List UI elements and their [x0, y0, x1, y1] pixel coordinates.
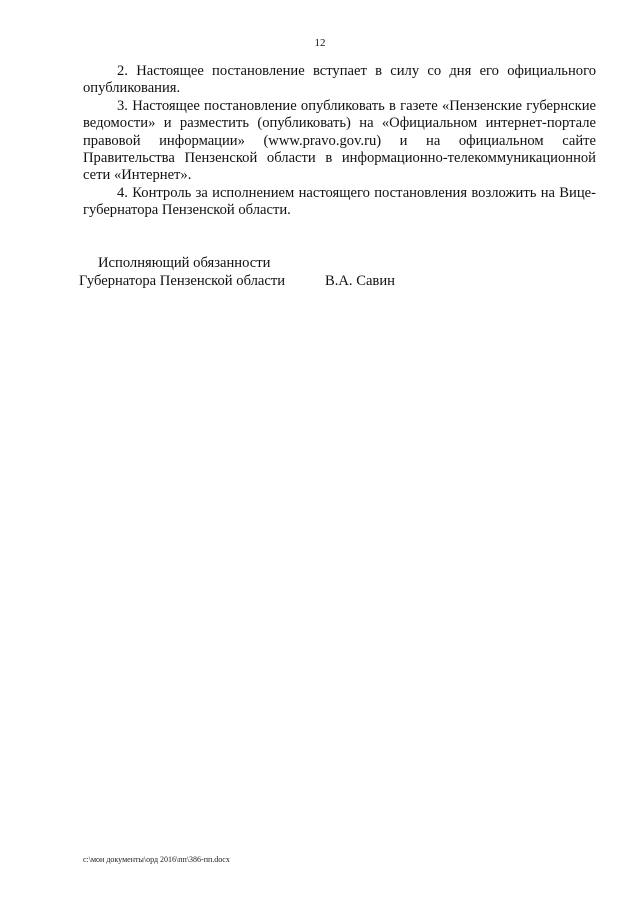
paragraph-2: 2. Настоящее постановление вступает в силу со дня его официального опубликования. — [83, 63, 596, 97]
signature-block — [79, 254, 395, 290]
paragraph-3: 3. Настоящее постановление опубликовать в газете «Пензенские губернские ведомости» и разместить (опубликовать) на «Официальном интернет-портале правовой информации» (www.pravo.gov.ru) и на официальном сайте Правительства Пензенской области в информационно-телекоммуникационной сети «Интернет». — [83, 97, 596, 184]
page-number: 12 — [314, 37, 326, 49]
signatory-role-line1: Исполняющий обязанности — [98, 255, 271, 271]
signatory-role-line2: Губернатора Пензенской области — [79, 273, 286, 289]
document-body — [83, 63, 596, 220]
signatory-name: В.А. Савин — [325, 273, 395, 289]
signature-row — [79, 272, 395, 290]
paragraph-4: 4. Контроль за исполнением настоящего постановления возложить на Вице-губернатора Пензенской области. — [83, 184, 596, 219]
footer-file-path: c:\мои документы\орд 2016\пп\386-пп.docx — [83, 855, 230, 864]
